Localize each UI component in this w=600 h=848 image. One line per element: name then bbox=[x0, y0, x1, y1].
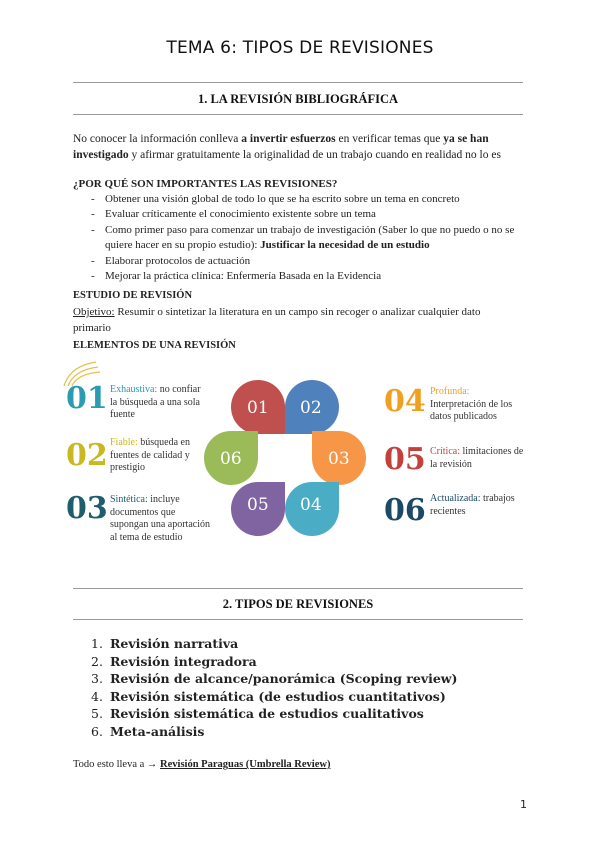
list-item: 2. Revisión integradora bbox=[91, 653, 257, 669]
divider bbox=[73, 619, 523, 620]
list-item: 6. Meta-análisis bbox=[91, 723, 205, 739]
footer-note: Todo esto lleva a → Revisión Paraguas (Umbrella Review) bbox=[73, 759, 331, 770]
petal-label: 01 bbox=[247, 398, 269, 418]
types-list bbox=[91, 635, 457, 740]
list-item: 4. Revisión sistemática (de estudios cuantitativos) bbox=[91, 688, 446, 704]
section-heading: 1. LA REVISIÓN BIBLIOGRÁFICA bbox=[197, 92, 399, 106]
element-num: 05 bbox=[384, 442, 426, 477]
list-item: - Obtener una visión global de todo lo que se ha escrito sobre un tema en concreto bbox=[91, 192, 531, 207]
element-number-05 bbox=[384, 442, 426, 477]
element-exhaustiva: Exhaustiva: no confiar la búsqueda a una sola fuente bbox=[110, 384, 201, 420]
page-number: 1 bbox=[520, 798, 527, 811]
element-fiable: Fiable: búsqueda en fuentes de calidad y prestigio bbox=[110, 437, 190, 473]
petal-label: 05 bbox=[247, 495, 269, 515]
arrow-icon: → bbox=[146, 759, 158, 770]
element-num: 06 bbox=[384, 493, 426, 528]
list-item: - Evaluar críticamente el conocimiento existente sobre un tema bbox=[91, 207, 531, 222]
intro-paragraph: No conocer la información conlleva a invertir esfuerzos en verificar temas que ya se han investigado y afirmar gratuitamente la originalidad de un trabajo cuando en realidad no lo es bbox=[73, 133, 501, 161]
element-number-03 bbox=[66, 491, 108, 526]
page-title: TEMA 6: TIPOS DE REVISIONES bbox=[166, 38, 434, 58]
section-heading: 2. TIPOS DE REVISIONES bbox=[222, 597, 374, 611]
why-list bbox=[91, 192, 531, 284]
element-sintetica: Sintética: incluye documentos que supongan una aportación al tema de estudio bbox=[110, 494, 210, 543]
list-item: 3. Revisión de alcance/panorámica (Scoping review) bbox=[91, 671, 458, 686]
elements-heading: ELEMENTOS DE UNA REVISIÓN bbox=[73, 340, 236, 351]
element-number-01 bbox=[66, 381, 108, 416]
element-number-06 bbox=[384, 493, 426, 528]
petal-label: 02 bbox=[300, 398, 322, 418]
divider bbox=[73, 114, 523, 115]
element-num: 03 bbox=[66, 491, 108, 526]
element-num: 01 bbox=[66, 381, 108, 416]
element-critica: Crítica: limitaciones de la revisión bbox=[430, 446, 524, 470]
element-number-02 bbox=[66, 438, 108, 473]
petal-label: 06 bbox=[220, 449, 242, 469]
element-actualizada: Actualizada: trabajos recientes bbox=[430, 493, 515, 517]
list-item: 5. Revisión sistemática de estudios cualitativos bbox=[91, 706, 424, 721]
element-num: 04 bbox=[384, 384, 426, 419]
objective-text: Objetivo: Resumir o sintetizar la literatura en un campo sin recoger o analizar cualquier dato primario bbox=[73, 306, 481, 334]
element-profunda: Profunda: Interpretación de los datos publicados bbox=[430, 386, 513, 422]
element-num: 02 bbox=[66, 438, 108, 473]
umbrella-review-link: Revisión Paraguas (Umbrella Review) bbox=[160, 759, 331, 770]
list-item: 1. Revisión narrativa bbox=[91, 636, 239, 651]
list-item: - Mejorar la práctica clínica: Enfermería Basada en la Evidencia bbox=[91, 269, 531, 284]
why-heading: ¿POR QUÉ SON IMPORTANTES LAS REVISIONES? bbox=[73, 178, 338, 190]
study-heading: ESTUDIO DE REVISIÓN bbox=[73, 290, 193, 301]
list-item: - Como primer paso para comenzar un trabajo de investigación (Saber lo que no puedo o no se quiere hacer en su propio estudio): Justificar la necesidad de un estudio bbox=[91, 223, 531, 254]
petal-label: 04 bbox=[300, 495, 322, 515]
divider bbox=[73, 82, 523, 83]
petal-label: 03 bbox=[328, 449, 350, 469]
element-number-04 bbox=[384, 384, 426, 419]
list-item: - Elaborar protocolos de actuación bbox=[91, 254, 531, 269]
divider bbox=[73, 588, 523, 589]
